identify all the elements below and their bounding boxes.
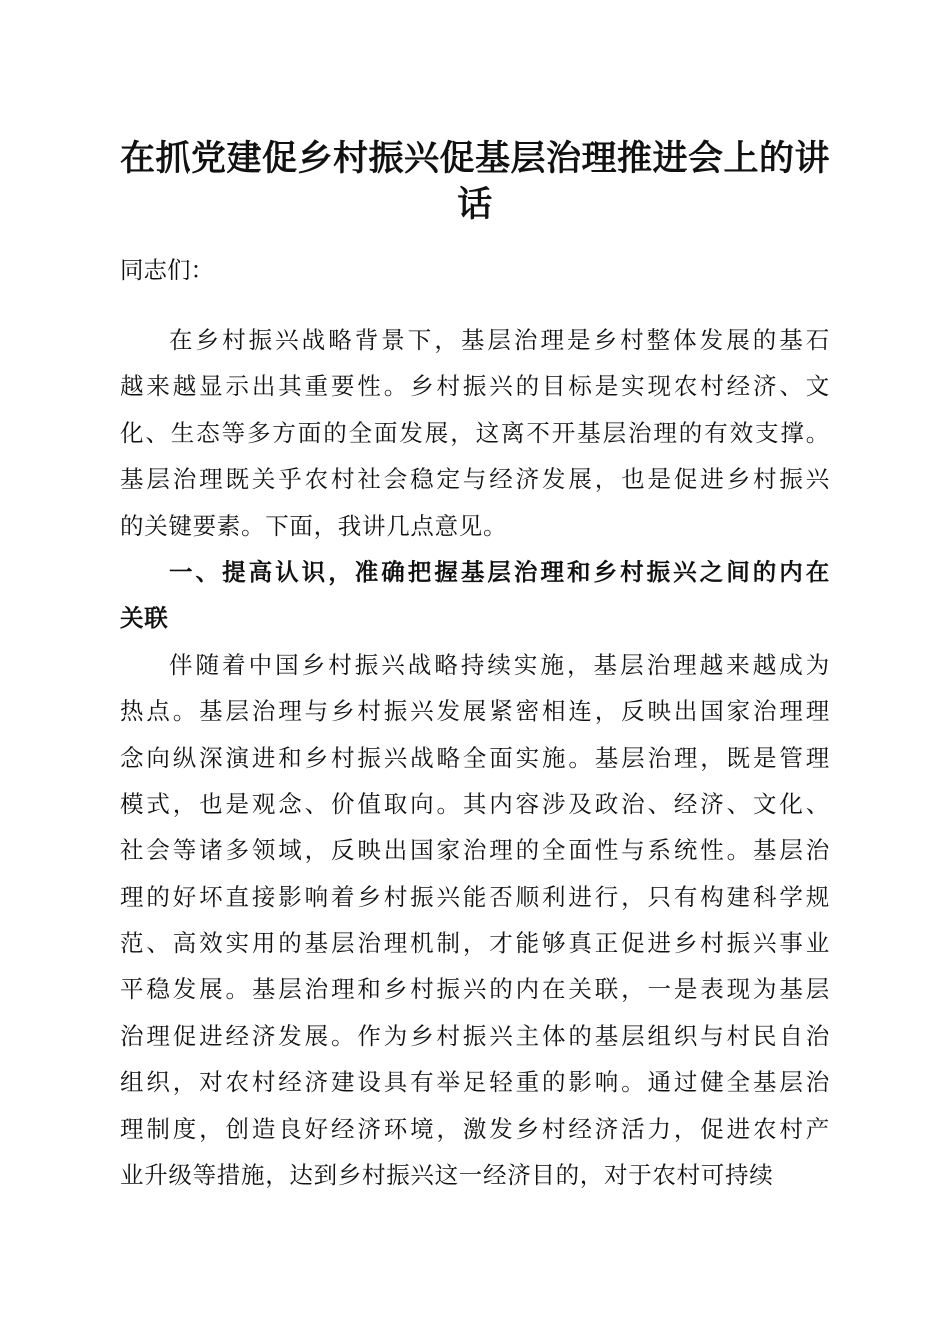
text-line: 治理促进经济发展。作为乡村振兴主体的基层组织与村民自治 xyxy=(120,1021,830,1050)
paragraph xyxy=(120,317,830,549)
section-heading xyxy=(120,549,830,642)
title-line: 在抓党建促乡村振兴促基层治理推进会上的讲 xyxy=(119,138,830,179)
text-line: 模式，也是观念、价值取向。其内容涉及政治、经济、文化、 xyxy=(120,789,830,818)
text-line: 关联 xyxy=(120,604,169,633)
document-body xyxy=(120,317,830,1198)
title-line: 话 xyxy=(457,184,493,225)
text-line: 组织，对农村经济建设具有举足轻重的影响。通过健全基层治 xyxy=(120,1068,830,1097)
text-line: 平稳发展。基层治理和乡村振兴的内在关联，一是表现为基层 xyxy=(120,975,830,1004)
document-title xyxy=(100,136,850,228)
text-line: 热点。基层治理与乡村振兴发展紧密相连，反映出国家治理理 xyxy=(120,697,830,726)
text-line: 伴随着中国乡村振兴战略持续实施，基层治理越来越成为 xyxy=(169,650,830,679)
text-line: 理的好坏直接影响着乡村振兴能否顺利进行，只有构建科学规 xyxy=(120,882,830,911)
text-line: 基层治理既关乎农村社会稳定与经济发展，也是促进乡村振兴 xyxy=(120,465,830,494)
text-line: 在乡村振兴战略背景下，基层治理是乡村整体发展的基石 xyxy=(169,326,830,354)
text-line: 的关键要素。下面，我讲几点意见。 xyxy=(120,511,508,540)
text-line: 社会等诸多领域，反映出国家治理的全面性与系统性。基层治 xyxy=(120,836,830,865)
greeting: 同志们： xyxy=(120,256,214,284)
text-line: 业升级等措施，达到乡村振兴这一经济目的，对于农村可持续 xyxy=(120,1161,774,1190)
text-line: 范、高效实用的基层治理机制，才能够真正促进乡村振兴事业 xyxy=(120,929,830,958)
text-line: 化、生态等多方面的全面发展，这离不开基层治理的有效支撑。 xyxy=(120,418,830,447)
text-line: 理制度，创造良好经济环境，激发乡村经济活力，促进农村产 xyxy=(120,1114,830,1143)
paragraph xyxy=(120,642,830,1199)
text-line: 一、提高认识，准确把握基层治理和乡村振兴之间的内在 xyxy=(169,557,830,586)
text-line: 越来越显示出其重要性。乡村振兴的目标是实现农村经济、文 xyxy=(120,372,830,401)
text-line: 念向纵深演进和乡村振兴战略全面实施。基层治理，既是管理 xyxy=(120,743,830,772)
